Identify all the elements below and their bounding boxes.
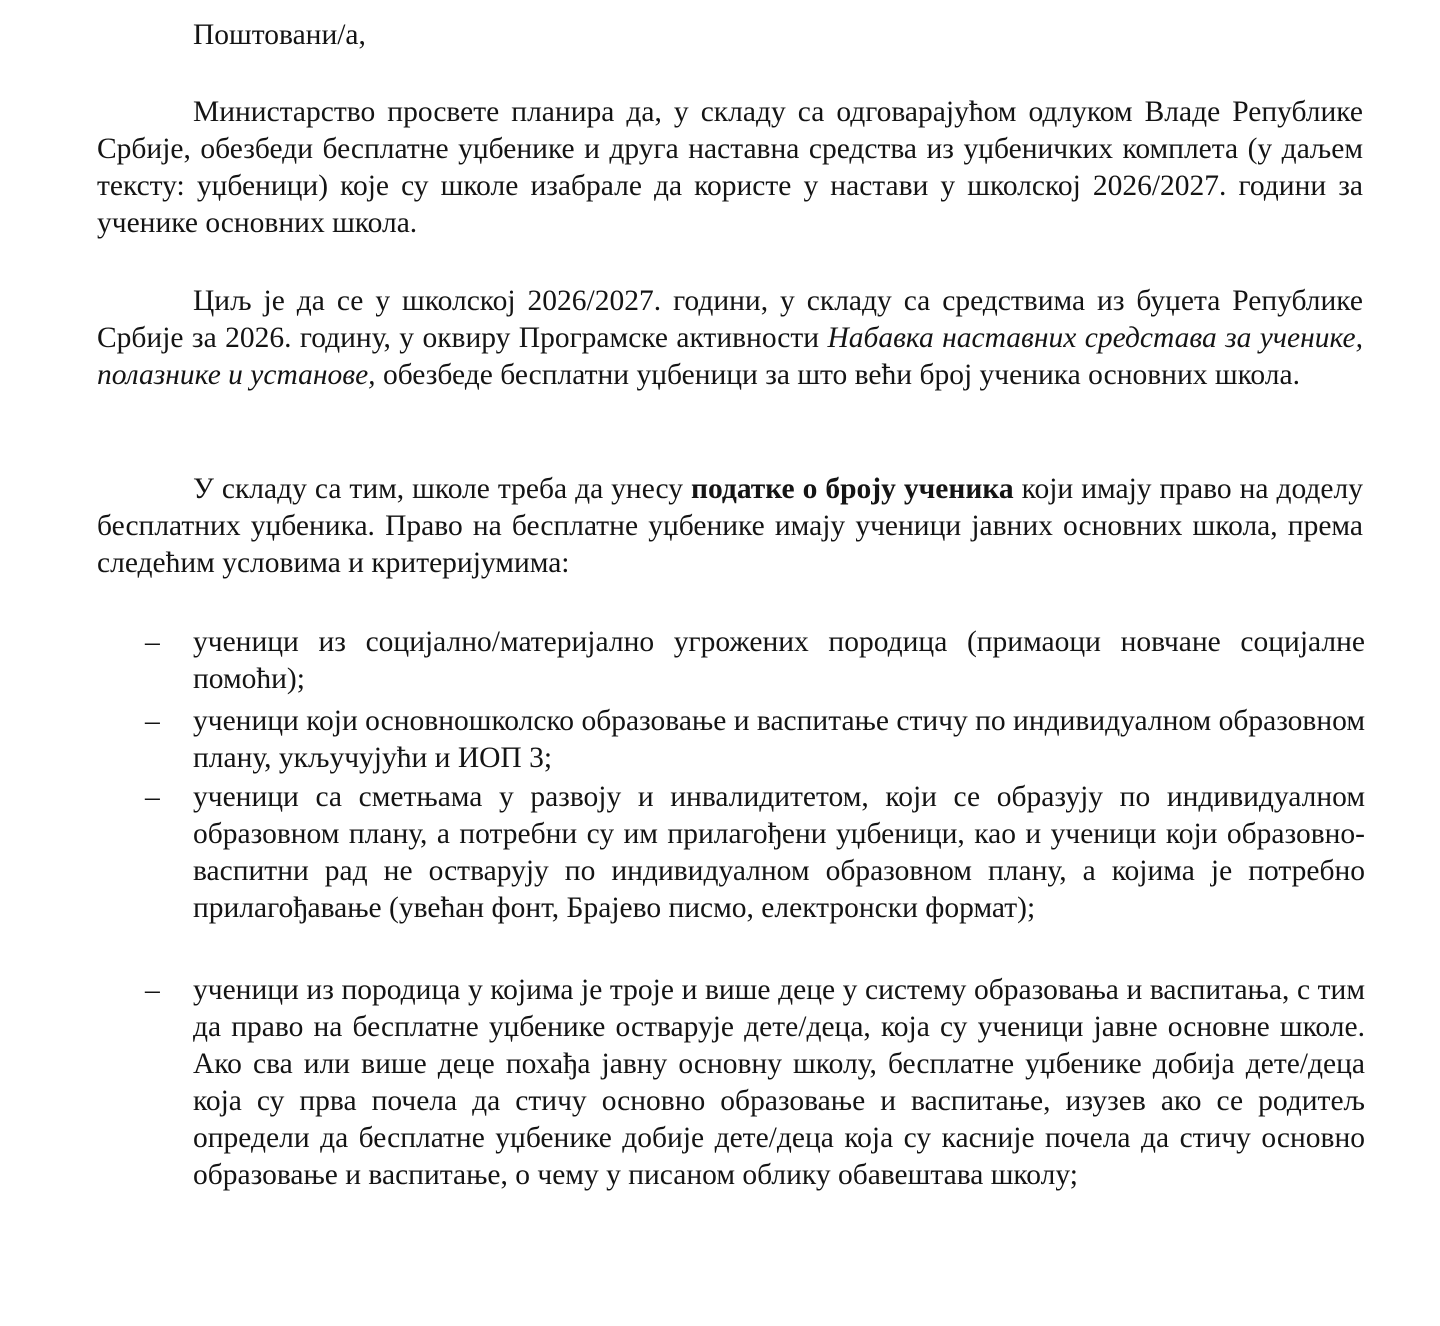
criterion-text: ученици из породица у којима је троје и више деце у систему образовања и васпитања, с тим да право на бесплатне уџбенике остварује дете/деца, која су ученици јавне основне школе. Ако сва или више деце похађа јавну основну школу, бесплатне уџбенике добија дете/деца која су прва почела да стичу основно образовање и васпитање, изузев ако се родитељ определи да бесплатне уџбенике добије дете/деца која су касније почела да стичу основно образовање и васпитање, о чему у писаном облику обавештава школу; (193, 974, 1365, 1191)
dash-marker: – (145, 705, 160, 737)
paragraph-instructions-text-2: који имају право на доделу бесплатних уџбеника. Право на бесплатне уџбенике имају ученици јавних основних школа, према следећим условима и критеријумима: (97, 473, 1363, 579)
dash-marker: – (145, 974, 160, 1006)
criterion-text: ученици са сметњама у развоју и инвалидитетом, који се образују по индивидуалном образовном плану, а потребни су им прилагођени уџбеници, као и ученици који образовно-васпитни рад не остварују по индивидуалном образовном плану, а којима је потребно прилагођавање (увећан фонт, Брајево писмо, електронски формат); (193, 781, 1365, 924)
criterion-text: ученици из социјално/материјално угрожених породица (примаоци новчане социјалне помоћи); (193, 626, 1365, 695)
paragraph-goal (97, 283, 1363, 394)
criterion-text: ученици који основношколско образовање и васпитање стичу по индивидуалном образовном плану, укључујући и ИОП 3; (193, 705, 1365, 774)
dash-marker: – (145, 781, 160, 813)
paragraph-goal-text-2: обезбеде бесплатни уџбеници за што већи број ученика основних школа. (375, 359, 1300, 391)
paragraph-instructions (97, 471, 1363, 582)
salutation: Поштовани/а, (193, 19, 366, 51)
dash-marker: – (145, 626, 160, 658)
student-count-emphasis: податке о броју ученика (691, 473, 1014, 505)
paragraph-intro: Министарство просвете планира да, у складу са одговарајућом одлуком Владе Републике Србије, обезбеди бесплатне уџбенике и друга наставна средства из уџбеничких комплета (у даљем тексту: уџбеници) које су школе изабрале да користе у настави у школској 2026/2027. години за ученике основних школа. (97, 96, 1363, 239)
paragraph-goal-text-1: Циљ је да се у школској 2026/2027. години, у складу са средствима из буџета Републике Србије за 2026. годину, у оквиру Програмске активности (97, 285, 1363, 354)
paragraph-instructions-text-1: У складу са тим, школе треба да унесу (193, 473, 691, 505)
program-activity-name: Набавка наставних средстава за ученике, полазнике и установе, (97, 322, 1363, 391)
